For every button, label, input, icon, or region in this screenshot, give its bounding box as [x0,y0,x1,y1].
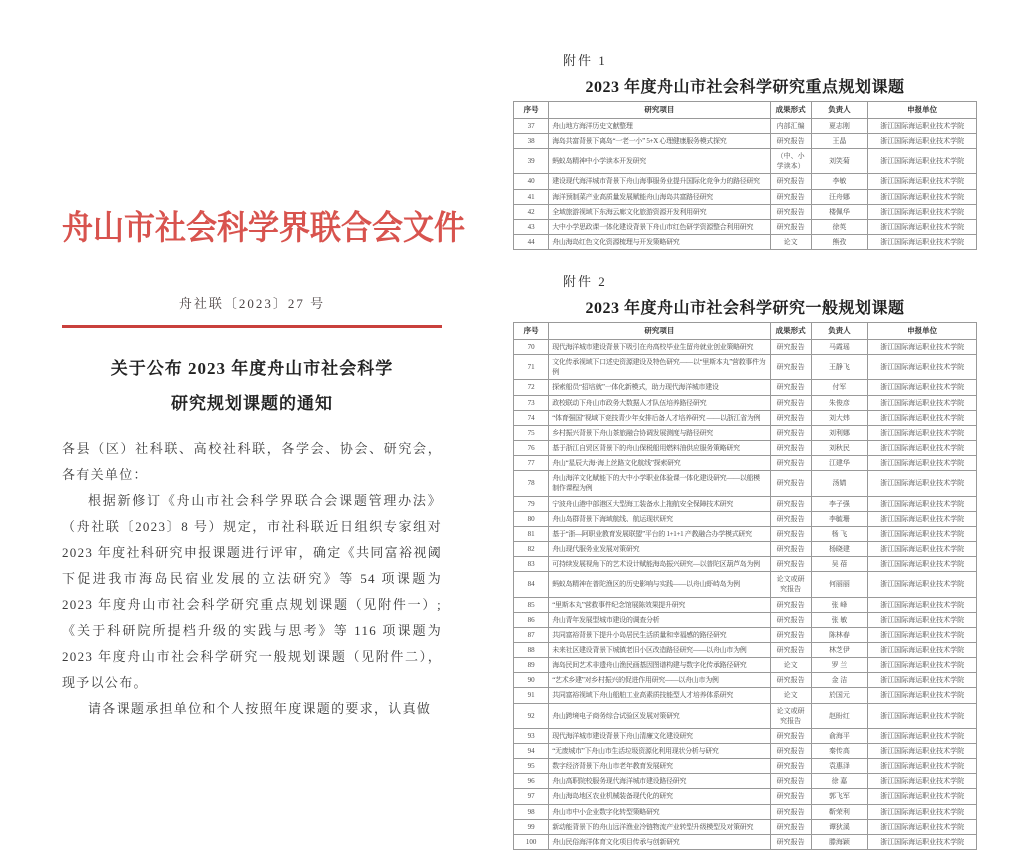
cell-leader: 徐 嘉 [811,774,867,789]
col-header-org: 申报单位 [868,102,977,119]
cell-title: 舟山高职院校服务现代海洋城市建设路径研究 [549,774,770,789]
cell-leader: 陈林春 [811,627,867,642]
cell-leader: 吴 蓓 [811,557,867,572]
cell-no: 40 [514,174,549,189]
cell-form: （中、小学读本） [770,149,811,174]
cell-title: 可持续发展视角下的艺术设计赋能海岛振兴研究—以普陀区葫芦岛为例 [549,557,770,572]
cell-title: 舟山民俗海洋体育文化项目传承与创新研究 [549,834,770,849]
cell-title: 舟山市中小企业数字化转型策略研究 [549,804,770,819]
cell-form: 论文或研究报告 [770,703,811,728]
cell-leader: 刘秋民 [811,441,867,456]
cell-leader: 林芝伊 [811,642,867,657]
table-row [514,134,977,149]
cell-form: 论文 [770,235,811,250]
table-row [514,219,977,234]
table-row [514,627,977,642]
table-row [514,526,977,541]
cell-leader: 刘笑菊 [811,149,867,174]
cell-leader: 汪舟娜 [811,189,867,204]
table-row [514,380,977,395]
cell-form: 研究报告 [770,557,811,572]
cell-org: 浙江国际海运职业技术学院 [868,395,977,410]
cell-no: 39 [514,149,549,174]
cell-org: 浙江国际海运职业技术学院 [868,774,977,789]
cell-title: 共同富裕背景下提升小岛居民生活质量和幸福感的路径研究 [549,627,770,642]
cell-form: 研究报告 [770,612,811,627]
salutation: 各县（区）社科联、高校社科联，各学会、协会、研究会，各有关单位： [62,440,442,482]
cell-no: 42 [514,204,549,219]
cell-form: 研究报告 [770,642,811,657]
cell-org: 浙江国际海运职业技术学院 [868,703,977,728]
cell-form: 研究报告 [770,189,811,204]
annex-page [513,50,977,850]
cell-org: 浙江国际海运职业技术学院 [868,789,977,804]
notice-paragraph: 根据新修订《舟山市社会科学界联合会课题管理办法》（舟社联〔2023〕8 号）规定，市社科联近日组织专家组对 2023 年度社科研究申报课题进行评审，确定《共同富裕视阈下促进我市海岛民宿业发展的立法研究》等 54 项课题为 2023 年度舟山市社会科学研究重点规划课题（见附件一）;《关于科研院所提档升级的实践与思考》等 116 项课题为 2023 年度舟山市社会科学研究一般规划课题（见附件二），现予以公布。 [62,492,442,690]
cell-no: 76 [514,441,549,456]
table-row [514,759,977,774]
cell-no: 79 [514,496,549,511]
cell-leader: 俞海平 [811,728,867,743]
cell-leader: 赵盼红 [811,703,867,728]
cell-org: 浙江国际海运职业技术学院 [868,456,977,471]
cell-no: 90 [514,673,549,688]
cell-no: 87 [514,627,549,642]
cell-no: 85 [514,597,549,612]
col-header-org: 申报单位 [868,323,977,340]
cell-title: 海岛民间艺术非遗舟山渔民画基因图谱构建与数字化传承路径研究 [549,658,770,673]
cell-title: 舟山青年发展型城市建设的调查分析 [549,612,770,627]
cell-org: 浙江国际海运职业技术学院 [868,673,977,688]
document-number: 舟社联〔2023〕27 号 [178,296,326,311]
table-row [514,743,977,758]
cell-form: 研究报告 [770,425,811,440]
cell-leader: 李子强 [811,496,867,511]
cell-no: 75 [514,425,549,440]
cell-title: 宁波舟山港中部港区大型海工装备水上拖航安全保障技术研究 [549,496,770,511]
cell-no: 86 [514,612,549,627]
col-header-form: 成果形式 [770,323,811,340]
cell-leader: 徐英 [811,219,867,234]
cell-title: 探索船员“招培就”一体化新模式，助力现代海洋城市建设 [549,380,770,395]
cell-form: 研究报告 [770,759,811,774]
notice-title-line2: 研究规划课题的通知 [171,393,333,413]
agency-masthead: 舟山市社会科学界联合会文件 [62,208,465,247]
annex2-label: 附件 2 [563,274,607,290]
table-row [514,471,977,496]
cell-leader: 李敏 [811,174,867,189]
cell-leader: 金 洁 [811,673,867,688]
cell-org: 浙江国际海运职业技术学院 [868,658,977,673]
table-row [514,355,977,380]
table-row [514,118,977,133]
cell-org: 浙江国际海运职业技术学院 [868,642,977,657]
cell-form: 研究报告 [770,728,811,743]
cell-form: 研究报告 [770,673,811,688]
cell-no: 94 [514,743,549,758]
table-row [514,703,977,728]
cell-title: 政校联动下舟山市政务大数据人才队伍培养路径研究 [549,395,770,410]
annex2-table [513,322,977,850]
annex1-title: 2023 年度舟山市社会科学研究重点规划课题 [585,79,905,96]
cell-title: 舟山地方海洋历史文献整理 [549,118,770,133]
cell-form: 研究报告 [770,597,811,612]
cell-title: 新动能背景下的舟山远洋渔业冷链物流产业转型升级模型及对策研究 [549,819,770,834]
cell-title: 舟山跨境电子商务综合试验区发展对策研究 [549,703,770,728]
cell-no: 97 [514,789,549,804]
cell-form: 研究报告 [770,441,811,456]
cell-form: 研究报告 [770,834,811,849]
cell-no: 99 [514,819,549,834]
notice-page [62,190,465,722]
table-row [514,340,977,355]
col-header-leader: 负责人 [811,323,867,340]
cell-form: 内部汇编 [770,118,811,133]
cell-leader: 於国元 [811,688,867,703]
cell-org: 浙江国际海运职业技术学院 [868,380,977,395]
cell-title: 乡村振兴背景下舟山茶旅融合协调发展测度与路径研究 [549,425,770,440]
cell-form: 研究报告 [770,511,811,526]
cell-no: 73 [514,395,549,410]
table-row [514,410,977,425]
cell-no: 89 [514,658,549,673]
cell-form: 论文 [770,658,811,673]
cell-title: 海岛共富背景下离岛“一老一小” 5+X 心理健康服务模式探究 [549,134,770,149]
cell-title: 未来社区建设背景下城镇老旧小区改造路径研究——以舟山市为例 [549,642,770,657]
cell-form: 研究报告 [770,174,811,189]
cell-no: 83 [514,557,549,572]
cell-leader: 杨晓建 [811,541,867,556]
cell-org: 浙江国际海运职业技术学院 [868,441,977,456]
cell-org: 浙江国际海运职业技术学院 [868,557,977,572]
col-header-no: 序号 [514,102,549,119]
cell-form: 研究报告 [770,355,811,380]
table-row [514,673,977,688]
cell-no: 93 [514,728,549,743]
cell-no: 37 [514,118,549,133]
red-divider [62,325,442,328]
table-row [514,572,977,597]
cell-leader: 郭飞军 [811,789,867,804]
cell-org: 浙江国际海运职业技术学院 [868,496,977,511]
cell-form: 研究报告 [770,819,811,834]
cell-leader: 汤婧 [811,471,867,496]
cell-org: 浙江国际海运职业技术学院 [868,174,977,189]
table-row [514,834,977,849]
cell-org: 浙江国际海运职业技术学院 [868,743,977,758]
cell-leader: 张 敏 [811,612,867,627]
cell-no: 70 [514,340,549,355]
cell-leader: 王静飞 [811,355,867,380]
annex1-table [513,101,977,250]
cell-leader: 何丽丽 [811,572,867,597]
cell-form: 研究报告 [770,340,811,355]
cell-form: 研究报告 [770,496,811,511]
cell-title: 蚂蚁岛精神在普陀渔区的历史影响与实践——以舟山虾峙岛为例 [549,572,770,597]
table-row [514,425,977,440]
cell-form: 研究报告 [770,471,811,496]
table-row [514,612,977,627]
cell-org: 浙江国际海运职业技术学院 [868,612,977,627]
cell-leader: 李毓珊 [811,511,867,526]
cell-org: 浙江国际海运职业技术学院 [868,597,977,612]
cell-org: 浙江国际海运职业技术学院 [868,572,977,597]
cell-form: 研究报告 [770,456,811,471]
cell-no: 100 [514,834,549,849]
table-row [514,728,977,743]
table-row [514,658,977,673]
table-row [514,395,977,410]
cell-title: “无废城市”下舟山市生活垃圾资源化利用现状分析与研究 [549,743,770,758]
table-row [514,204,977,219]
cell-no: 80 [514,511,549,526]
cell-org: 浙江国际海运职业技术学院 [868,410,977,425]
cell-org: 浙江国际海运职业技术学院 [868,804,977,819]
col-header-leader: 负责人 [811,102,867,119]
cell-org: 浙江国际海运职业技术学院 [868,819,977,834]
cell-leader: 靳荣利 [811,804,867,819]
cell-org: 浙江国际海运职业技术学院 [868,219,977,234]
table-row [514,496,977,511]
annex2-title: 2023 年度舟山市社会科学研究一般规划课题 [585,300,905,318]
cell-no: 38 [514,134,549,149]
cell-form: 研究报告 [770,541,811,556]
table-row [514,235,977,250]
cell-form: 研究报告 [770,804,811,819]
cell-org: 浙江国际海运职业技术学院 [868,688,977,703]
cell-leader: 罗 兰 [811,658,867,673]
cell-org: 浙江国际海运职业技术学院 [868,759,977,774]
cell-org: 浙江国际海运职业技术学院 [868,355,977,380]
cell-no: 81 [514,526,549,541]
cell-leader: 付军 [811,380,867,395]
table-row [514,688,977,703]
cell-title: 海洋预制菜产业高质量发展赋能舟山海岛共富路径研究 [549,189,770,204]
notice-body [62,436,442,722]
cell-leader: 袁惠泽 [811,759,867,774]
cell-title: 现代海洋城市建设背景下吸引在舟高校毕业生留舟就业创业策略研究 [549,340,770,355]
cell-title: 舟山海岛红色文化资源梳理与开发策略研究 [549,235,770,250]
cell-form: 论文 [770,688,811,703]
cell-form: 研究报告 [770,410,811,425]
table-row [514,789,977,804]
cell-org: 浙江国际海运职业技术学院 [868,511,977,526]
cell-leader: 刘利娜 [811,425,867,440]
cell-org: 浙江国际海运职业技术学院 [868,834,977,849]
cell-leader: 秦传高 [811,743,867,758]
cell-leader: 张 峰 [811,597,867,612]
cell-no: 91 [514,688,549,703]
table-row [514,189,977,204]
cell-no: 82 [514,541,549,556]
cell-form: 研究报告 [770,380,811,395]
cell-no: 77 [514,456,549,471]
cell-form: 研究报告 [770,526,811,541]
cell-form: 研究报告 [770,774,811,789]
cell-org: 浙江国际海运职业技术学院 [868,471,977,496]
cell-title: 基于“浙—阿职业教育发展联盟”平台的 1+1+1 产教融合办学模式研究 [549,526,770,541]
cell-leader: 朱俊彦 [811,395,867,410]
cell-title: 基于浙江自贸区背景下的舟山保税船用燃料油供应服务策略研究 [549,441,770,456]
cell-title: 大中小学思政课一体化建设背景下舟山市红色研学资源整合利用研究 [549,219,770,234]
table-row [514,174,977,189]
cell-no: 96 [514,774,549,789]
cell-title: “艺术乡建”对乡村振兴的促进作用研究——以舟山市为例 [549,673,770,688]
cell-title: “里斯本丸”营救事件纪念馆展陈效果提升研究 [549,597,770,612]
cell-org: 浙江国际海运职业技术学院 [868,204,977,219]
cell-no: 88 [514,642,549,657]
cell-no: 92 [514,703,549,728]
cell-leader: 谭狄溪 [811,819,867,834]
cell-org: 浙江国际海运职业技术学院 [868,627,977,642]
cell-title: 舟山岛群背景下海域航线、航运现状研究 [549,511,770,526]
cell-no: 95 [514,759,549,774]
notice-paragraph: 请各课题承担单位和个人按照年度课题的要求，认真做 [88,700,432,716]
cell-org: 浙江国际海运职业技术学院 [868,189,977,204]
table-row [514,541,977,556]
table-row [514,819,977,834]
cell-org: 浙江国际海运职业技术学院 [868,235,977,250]
cell-title: 共同富裕视域下舟山船舶工业高素质技能型人才培养体系研究 [549,688,770,703]
cell-leader: 刘大炜 [811,410,867,425]
cell-org: 浙江国际海运职业技术学院 [868,340,977,355]
notice-title [62,352,442,422]
cell-title: 数字经济背景下舟山市老年教育发展研究 [549,759,770,774]
cell-org: 浙江国际海运职业技术学院 [868,541,977,556]
table-row [514,597,977,612]
cell-form: 研究报告 [770,395,811,410]
cell-title: 舟山“星辰大海·海上丝路文化航线”探索研究 [549,456,770,471]
table-row [514,456,977,471]
cell-title: “体育强国”视域下竞技青少年女排后备人才培养研究 ——以浙江省为例 [549,410,770,425]
col-header-form: 成果形式 [770,102,811,119]
table-row [514,804,977,819]
cell-no: 84 [514,572,549,597]
cell-form: 论文或研究报告 [770,572,811,597]
table-row [514,557,977,572]
cell-no: 78 [514,471,549,496]
col-header-title: 研究项目 [549,102,770,119]
cell-leader: 熊孜 [811,235,867,250]
cell-leader: 楼佩华 [811,204,867,219]
cell-leader: 夏志刚 [811,118,867,133]
cell-form: 研究报告 [770,789,811,804]
cell-org: 浙江国际海运职业技术学院 [868,149,977,174]
cell-no: 71 [514,355,549,380]
cell-leader: 江建华 [811,456,867,471]
cell-title: 舟山现代服务业发展对策研究 [549,541,770,556]
cell-no: 41 [514,189,549,204]
cell-org: 浙江国际海运职业技术学院 [868,526,977,541]
cell-no: 72 [514,380,549,395]
col-header-title: 研究项目 [549,323,770,340]
cell-no: 44 [514,235,549,250]
table-row [514,441,977,456]
cell-title: 文化传承视域下口述史资源建设及特色研究——以“里斯本丸”营救事件为例 [549,355,770,380]
cell-leader: 马霞瑶 [811,340,867,355]
col-header-no: 序号 [514,323,549,340]
cell-title: 蚂蚁岛精神中小学读本开发研究 [549,149,770,174]
cell-title: 全域旅游视域下东海云廊文化旅游资源开发利用研究 [549,204,770,219]
table-row [514,774,977,789]
cell-leader: 王晶 [811,134,867,149]
cell-title: 现代海洋城市建设背景下舟山清廉文化建设研究 [549,728,770,743]
notice-title-line1: 关于公布 2023 年度舟山市社会科学 [110,359,394,378]
cell-no: 98 [514,804,549,819]
cell-leader: 杨 飞 [811,526,867,541]
cell-title: 舟山海岛地区农业机械装备现代化的研究 [549,789,770,804]
cell-form: 研究报告 [770,204,811,219]
cell-title: 建设现代海洋城市背景下舟山海事服务业提升国际化竞争力的路径研究 [549,174,770,189]
cell-form: 研究报告 [770,743,811,758]
cell-no: 43 [514,219,549,234]
cell-form: 研究报告 [770,627,811,642]
cell-form: 研究报告 [770,219,811,234]
cell-org: 浙江国际海运职业技术学院 [868,425,977,440]
annex2-header-row [514,323,977,340]
cell-org: 浙江国际海运职业技术学院 [868,118,977,133]
table-row [514,149,977,174]
cell-title: 舟山海洋文化赋能下的大中小学职业体验课一体化建设研究——以船模制作课程为例 [549,471,770,496]
cell-org: 浙江国际海运职业技术学院 [868,134,977,149]
annex1-header-row [514,102,977,119]
table-row [514,642,977,657]
cell-no: 74 [514,410,549,425]
table-row [514,511,977,526]
cell-leader: 滕海颖 [811,834,867,849]
cell-form: 研究报告 [770,134,811,149]
cell-org: 浙江国际海运职业技术学院 [868,728,977,743]
annex1-label: 附件 1 [563,53,607,68]
